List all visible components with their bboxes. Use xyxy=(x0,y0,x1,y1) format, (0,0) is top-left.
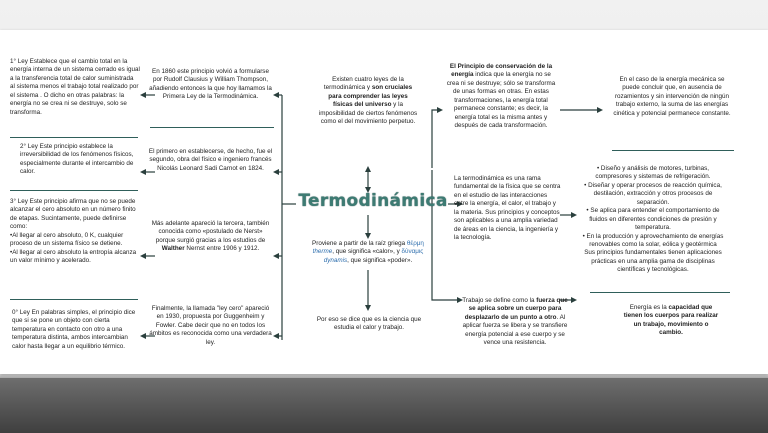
trabajo-bold: fuerza que se aplica sobre un cuerpo para desplazarlo de un punto a otro xyxy=(464,297,568,321)
center-ciencia-text: Por eso se dice que es la ciencia que estudia el calor y trabajo. xyxy=(316,316,422,332)
center-leyes-post: y la imposibilidad de ciertos fenómenos como el del movimiento perpetuo. xyxy=(318,101,418,126)
aplicaciones-tail: Sus principios fundamentales tienen aplicaciones prácticas en una amplia gama de disciplinas científicas y tecnológicas. xyxy=(584,249,722,274)
greek-therme: θέρμη xyxy=(406,240,424,247)
ley-2-text: 2° Ley Este principio establece la irreversibilidad de los fenómenos físicos, especialmente durante el intercambio de calor. xyxy=(20,143,134,176)
energia-mecanica-text: En el caso de la energía mecánica se puede concluir que, en ausencia de rozamientos y sin intervención de ningún trabajo externo, la suma de las energías cinética y potencial permanece constante. xyxy=(613,76,731,117)
history-nernst-bold: Walther xyxy=(161,245,185,253)
history-1860-underline xyxy=(150,127,274,128)
ley-3-bullet-b: •Al llegar al cero absoluto la entropía alcanza un valor mínimo y acelerado. xyxy=(10,248,137,265)
etimologia-mid: , que significa «calor», y xyxy=(332,248,402,256)
conservacion-energia-text xyxy=(446,63,556,131)
aplicacion-item: • Diseñar y operar procesos de reacción química, destilación, extracción y otros procesos de separación. xyxy=(584,181,722,206)
history-nernst-text xyxy=(148,220,273,254)
center-leyes-bold: son cruciales para comprender las leyes físicas del universo xyxy=(328,84,413,109)
greek-dynamis: δύναμις xyxy=(401,248,424,256)
energia-definicion-text xyxy=(622,304,720,338)
aplicacion-item: • Diseño y análisis de motores, turbinas, compresores y sistemas de refrigeración. xyxy=(595,165,711,181)
ley-2-underline xyxy=(10,190,138,191)
aplicacion-item: • Se aplica para entender el comportamiento de fluidos en diferentes condiciones de presión y temperatura. xyxy=(586,207,720,232)
conservacion-bold: El Principio de conservación de la energía xyxy=(449,63,553,79)
history-nernst-post: Nernst entre 1906 y 1912. xyxy=(184,245,260,253)
ley-1-text: 1° Ley Establece que el cambio total en la energía interna de un sistema cerrado es igual a la transferencia total de calor suministrada al sistema menos el trabajo total realizado por el sistema . O dicho en otras palabras: la energía no se crea ni se destruye, solo se transforma. xyxy=(10,58,140,116)
trabajo-post: . Al aplicar fuerza se libera y se transfiere energía potencial a ese cuerpo y se vence una resistencia. xyxy=(462,313,568,347)
aplicacion-item: • En la producción y aprovechamiento de energías renovables como la solar, eólica y geotérmica xyxy=(582,232,724,248)
ley-3-intro: 3° Ley Este principio afirma que no se puede alcanzar el cero absoluto en un número finito de etapas. Sucintamente, puede definirse como: xyxy=(10,198,136,231)
greek-dynamis-translit: dynamis xyxy=(323,256,348,264)
conservacion-post: indica que la energía no se crea ni se destruye; sólo se transforma de unas formas en otras. En estas transformaciones, la energía total permanece constante; es decir, la energía total es la misma antes y después de cada transformación. xyxy=(446,71,556,130)
ley-0-text: 0° Ley En palabras simples, el principio dice que si se pone un objeto con cierta temperatura en contacto con otro a una temperatura distinta, ambos intercambian calor hasta llegar a un equilibrio térmico. xyxy=(12,309,136,350)
energia-bold: capacidad que tienen los cuerpos para realizar un trabajo, movimiento o cambio. xyxy=(623,304,719,337)
ley-3-text xyxy=(10,198,140,266)
history-1860-text: En 1860 este principio volvió a formularse por Rudolf Clausius y William Thompson, añadiendo entonces la que hoy llamamos la Primera Ley de la Termodinámica. xyxy=(149,68,272,101)
trabajo-pre: Trabajo se define como la xyxy=(462,297,537,304)
etimologia-post: , que significa «poder». xyxy=(347,256,413,264)
history-nernst-pre: Más adelante apareció la tercera, también conocida como «postulado de Nerst» porque surgió gracias a los estudios de xyxy=(151,220,270,244)
center-leyes-pre: Existen cuatro leyes de la termodinámica y xyxy=(323,76,404,92)
ley-3-underline xyxy=(10,299,138,300)
history-carnot-text: El primero en establecerse, de hecho, fue el segundo, obra del físico e ingeniero francés Nicolás Leonard Sadi Carnot en 1824. xyxy=(148,148,273,172)
ley-3-bullet-a: •Al llegar al cero absoluto, 0 K, cualquier proceso de un sistema físico se detiene. xyxy=(10,231,124,248)
center-leyes-text xyxy=(318,76,418,127)
rama-fisica-text: La termodinámica es una rama fundamental de la física que se centra en el estudio de las interacciones entre la energía, el calor, el trabajo y la materia. Sus principios y conceptos son aplicables a una amplia variedad de áreas en la ciencia, la ingeniería y la tecnología. xyxy=(454,175,561,242)
trabajo-definicion-text xyxy=(460,297,570,348)
greek-therme-translit: therme xyxy=(312,248,333,256)
energia-pre: Energía es la xyxy=(629,304,669,311)
central-title: Termodinámica xyxy=(298,191,448,211)
etimologia-pre: Proviene a partir de la raíz griega xyxy=(312,240,407,247)
aplicaciones-underline xyxy=(590,292,730,293)
energia-mecanica-underline xyxy=(612,150,734,151)
history-ley-cero-text: Finalmente, la llamada "ley cero" apareció en 1930, propuesta por Guggenheim y Fowler. Cabe decir que no en todos los ámbitos es reconocida como una verdadera ley. xyxy=(149,305,272,346)
center-etimologia-text xyxy=(308,240,428,265)
ley-1-underline xyxy=(10,137,138,138)
aplicaciones-list xyxy=(578,165,728,275)
